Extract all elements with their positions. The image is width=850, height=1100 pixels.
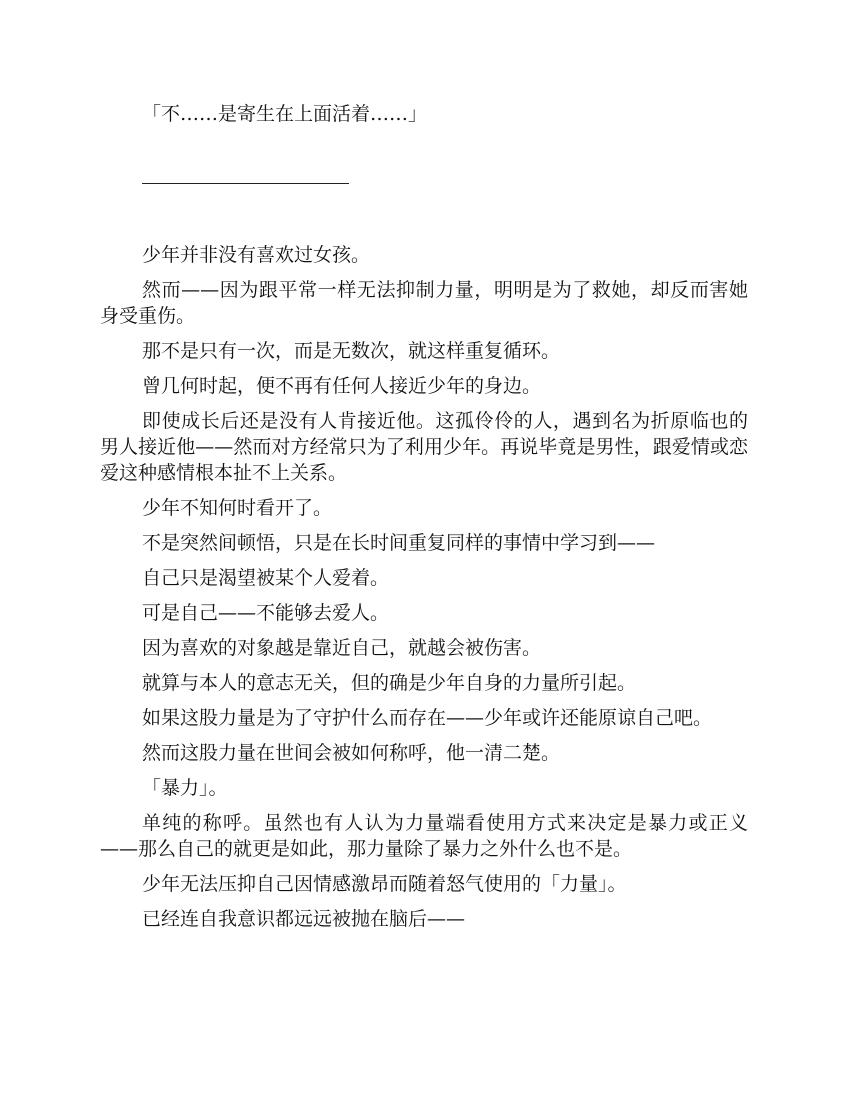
paragraph: 就算与本人的意志无关，但的确是少年自身的力量所引起。 (142, 672, 637, 694)
paragraph: 曾几何时起，便不再有任何人接近少年的身边。 (142, 375, 542, 397)
paragraph: 然而这股力量在世间会被如何称呼，他一清二楚。 (142, 742, 561, 764)
paragraph: 不是突然间顿悟，只是在长时间重复同样的事情中学习到—— (142, 532, 656, 554)
paragraph: 单纯的称呼。虽然也有人认为力量端看使用方式来决定是暴力或正义——那么自己的就更是如此，那力量除了暴力之外什么也不是。 (100, 812, 748, 860)
paragraph: 已经连自我意识都远远被抛在脑后—— (142, 908, 466, 930)
epigraph-quote: 「不……是寄生在上面活着……」 (142, 103, 428, 125)
paragraph: 少年不知何时看开了。 (142, 497, 333, 519)
paragraph: 「暴力」。 (142, 777, 228, 799)
paragraph: 然而——因为跟平常一样无法抑制力量，明明是为了救她，却反而害她身受重伤。 (100, 279, 748, 327)
paragraph: 即使成长后还是没有人肯接近他。这孤伶伶的人，遇到名为折原临也的男人接近他——然而对方经常只为了利用少年。再说毕竟是男性，跟爱情或恋爱这种感情根本扯不上关系。 (100, 410, 748, 484)
body-text (100, 242, 748, 941)
paragraph: 少年并非没有喜欢过女孩。 (142, 244, 371, 266)
paragraph: 自己只是渴望被某个人爱着。 (142, 567, 390, 589)
paragraph: 那不是只有一次，而是无数次，就这样重复循环。 (142, 340, 561, 362)
paragraph: 因为喜欢的对象越是靠近自己，就越会被伤害。 (142, 637, 542, 659)
paragraph: 如果这股力量是为了守护什么而存在——少年或许还能原谅自己吧。 (142, 707, 713, 729)
section-divider (142, 183, 349, 184)
paragraph: 少年无法压抑自己因情感激昂而随着怒气使用的「力量」。 (142, 873, 627, 895)
paragraph: 可是自己——不能够去爱人。 (142, 602, 390, 624)
